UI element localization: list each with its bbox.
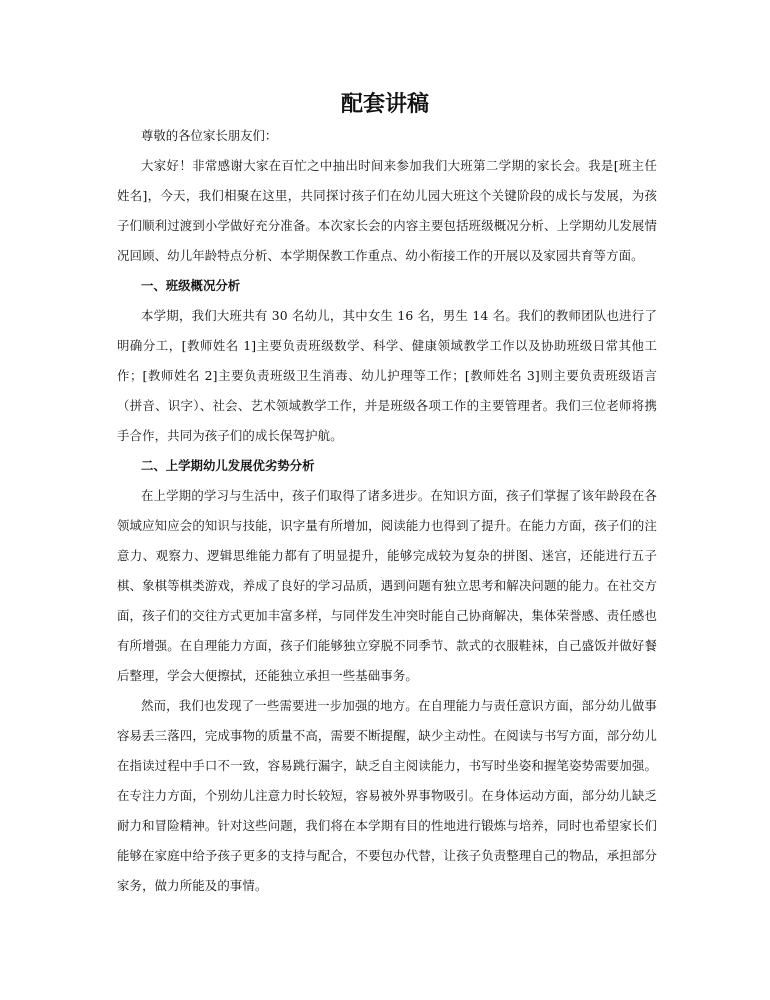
section-development-analysis — [117, 451, 657, 901]
paragraph: 本学期，我们大班共有 30 名幼儿，其中女生 16 名，男生 14 名。我们的教师团队也进行了明确分工，[教师姓名 1]主要负责班级数学、科学、健康领域教学工作以及协助班级日常其他工作；[教师姓名 2]主要负责班级卫生消毒、幼儿护理等工作；[教师姓名 3]则主要负责班级语言（拼音、识字）、社会、艺术领域教学工作，并是班级各项工作的主要管理者。我们三位老师将携手合作，共同为孩子们的成长保驾护航。 — [117, 308, 657, 443]
paragraph: 在上学期的学习与生活中，孩子们取得了诸多进步。在知识方面，孩子们掌握了该年龄段在各领域应知应会的知识与技能，识字量有所增加，阅读能力也得到了提升。在能力方面，孩子们的注意力、观察力、逻辑思维能力都有了明显提升，能够完成较为复杂的拼图、迷宫，还能进行五子棋、象棋等棋类游戏，养成了良好的学习品质，遇到问题有独立思考和解决问题的能力。在社交方面，孩子们的交往方式更加丰富多样，与同伴发生冲突时能自己协商解决，集体荣誉感、责任感也有所增强。在自理能力方面，孩子们能够独立穿脱不同季节、款式的衣服鞋袜，自己盛饭并做好餐后整理，学会大便擦拭，还能独立承担一些基础事务。 — [117, 488, 657, 683]
paragraph: 然而，我们也发现了一些需要进一步加强的地方。在自理能力与责任意识方面，部分幼儿做事容易丢三落四，完成事物的质量不高，需要不断提醒，缺少主动性。在阅读与书写方面，部分幼儿在指读过程中手口不一致，容易跳行漏字，缺乏自主阅读能力，书写时坐姿和握笔姿势需要加强。在专注力方面，个别幼儿注意力时长较短，容易被外界事物吸引。在身体运动方面，部分幼儿缺乏耐力和冒险精神。针对这些问题，我们将在本学期有目的性地进行锻炼与培养，同时也希望家长们能够在家庭中给予孩子更多的支持与配合，不要包办代替，让孩子负责整理自己的物品，承担部分家务，做力所能及的事情。 — [117, 698, 657, 893]
greeting: 尊敬的各位家长朋友们： — [141, 128, 278, 143]
section-heading: 一、班级概况分析 — [141, 278, 241, 293]
section-heading: 二、上学期幼儿发展优劣势分析 — [141, 458, 315, 473]
document-body — [117, 121, 657, 901]
section-class-overview — [117, 271, 657, 451]
intro-paragraph: 大家好！非常感谢大家在百忙之中抽出时间来参加我们大班第二学期的家长会。我是[班主任姓名]，今天，我们相聚在这里，共同探讨孩子们在幼儿园大班这个关键阶段的成长与发展，为孩子们顺利过渡到小学做好充分准备。本次家长会的内容主要包括班级概况分析、上学期幼儿发展情况回顾、幼儿年龄特点分析、本学期保教工作重点、幼小衔接工作的开展以及家园共育等方面。 — [117, 158, 657, 263]
page-title: 配套讲稿 — [340, 92, 429, 117]
